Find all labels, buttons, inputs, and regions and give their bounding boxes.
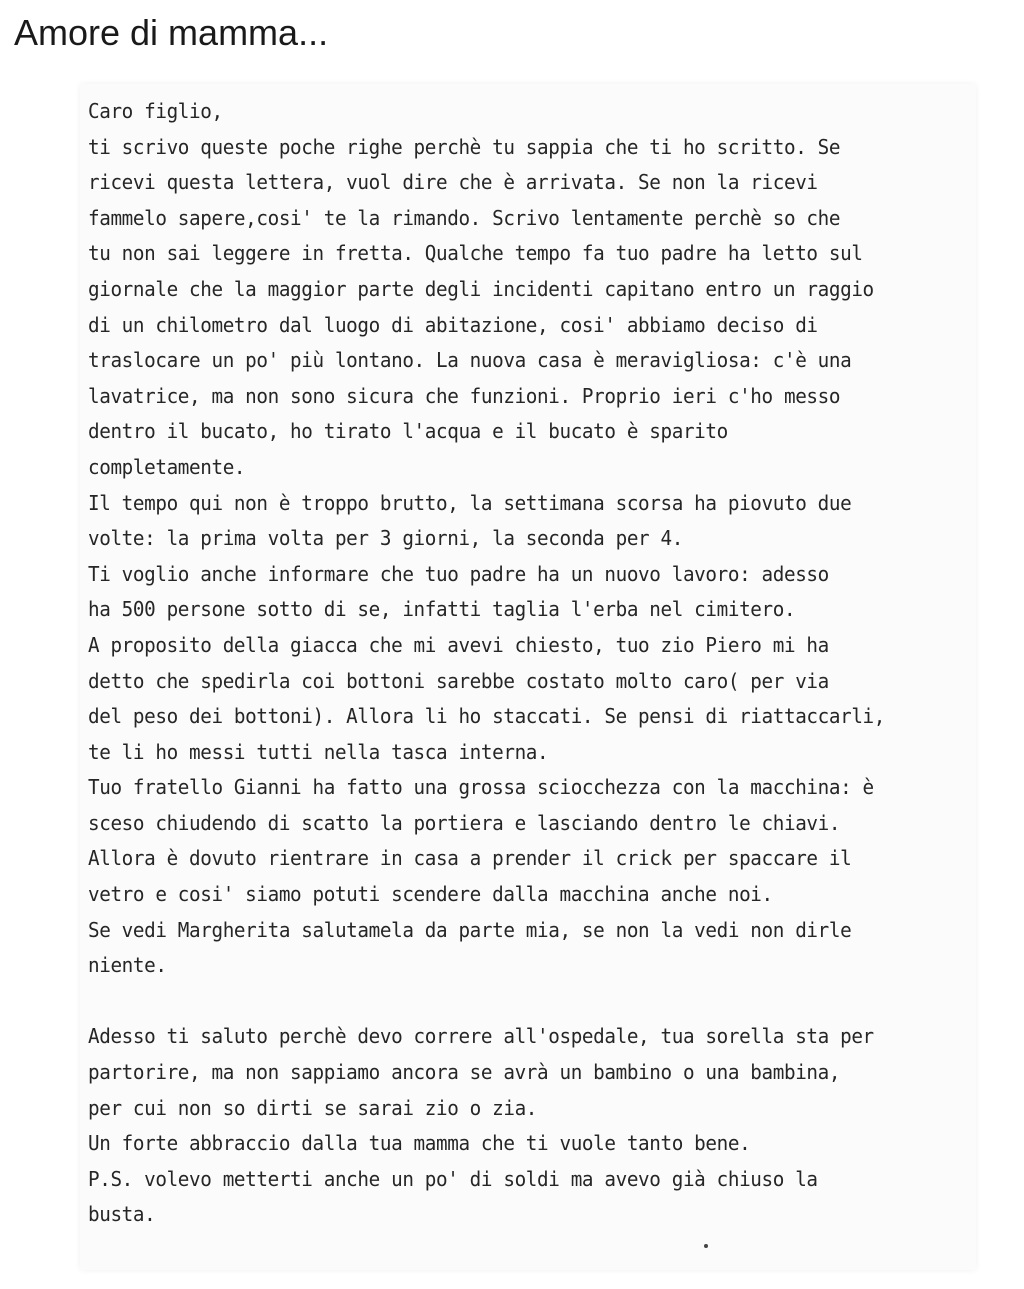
letter-line: completamente. xyxy=(88,454,246,479)
letter-line: niente. xyxy=(88,953,167,978)
letter-line: busta. xyxy=(88,1202,156,1227)
letter-line: traslocare un po' più lontano. La nuova casa è meravigliosa: c'è una xyxy=(88,348,852,373)
letter-line: giornale che la maggior parte degli incidenti capitano entro un raggio xyxy=(88,276,874,301)
letter-line: partorire, ma non sappiamo ancora se avrà un bambino o una bambina, xyxy=(88,1060,841,1085)
letter-line: A proposito della giacca che mi avevi chiesto, tuo zio Piero mi ha xyxy=(88,632,829,657)
letter-line: ti scrivo queste poche righe perchè tu sappia che ti ho scritto. Se xyxy=(88,134,841,159)
letter-line: ricevi questa lettera, vuol dire che è arrivata. Se non la ricevi xyxy=(88,170,818,195)
letter-line: vetro e cosi' siamo potuti scendere dalla macchina anche noi. xyxy=(88,882,773,907)
letter-line: Se vedi Margherita salutamela da parte mia, se non la vedi non dirle xyxy=(88,917,852,942)
letter-line: P.S. volevo metterti anche un po' di soldi ma avevo già chiuso la xyxy=(88,1166,818,1191)
letter-line: lavatrice, ma non sono sicura che funzioni. Proprio ieri c'ho messo xyxy=(88,383,841,408)
letter-blank-line xyxy=(88,984,915,1020)
letter-line: Allora è dovuto rientrare in casa a prender il crick per spaccare il xyxy=(88,846,852,871)
letter-line: per cui non so dirti se sarai zio o zia. xyxy=(88,1095,538,1120)
letter-line: Ti voglio anche informare che tuo padre ha un nuovo lavoro: adesso xyxy=(88,561,829,586)
letter-image[interactable] xyxy=(80,84,976,1270)
letter-line: ha 500 persone sotto di se, infatti taglia l'erba nel cimitero. xyxy=(88,597,796,622)
letter-text xyxy=(88,94,915,1233)
letter-line: del peso dei bottoni). Allora li ho staccati. Se pensi di riattaccarli, xyxy=(88,704,886,729)
letter-line: detto che spedirla coi bottoni sarebbe costato molto caro( per via xyxy=(88,668,829,693)
ink-dot xyxy=(704,1244,708,1248)
letter-line: volte: la prima volta per 3 giorni, la seconda per 4. xyxy=(88,526,683,551)
letter-line: dentro il bucato, ho tirato l'acqua e il bucato è sparito xyxy=(88,419,728,444)
letter-line: Caro figlio, xyxy=(88,99,223,123)
letter-line: Un forte abbraccio dalla tua mamma che ti vuole tanto bene. xyxy=(88,1131,751,1156)
letter-line: te li ho messi tutti nella tasca interna. xyxy=(88,739,549,764)
letter-line: tu non sai leggere in fretta. Qualche tempo fa tuo padre ha letto sul xyxy=(88,241,863,266)
letter-line: sceso chiudendo di scatto la portiera e lasciando dentro le chiavi. xyxy=(88,810,841,835)
letter-line: di un chilometro dal luogo di abitazione, cosi' abbiamo deciso di xyxy=(88,312,818,337)
letter-line: Adesso ti saluto perchè devo correre all'ospedale, tua sorella sta per xyxy=(88,1024,874,1049)
letter-line: Il tempo qui non è troppo brutto, la settimana scorsa ha piovuto due xyxy=(88,490,852,515)
letter-line: fammelo sapere,cosi' te la rimando. Scrivo lentamente perchè so che xyxy=(88,205,841,230)
letter-line: Tuo fratello Gianni ha fatto una grossa sciocchezza con la macchina: è xyxy=(88,775,874,800)
post-title: Amore di mamma... xyxy=(14,12,329,53)
